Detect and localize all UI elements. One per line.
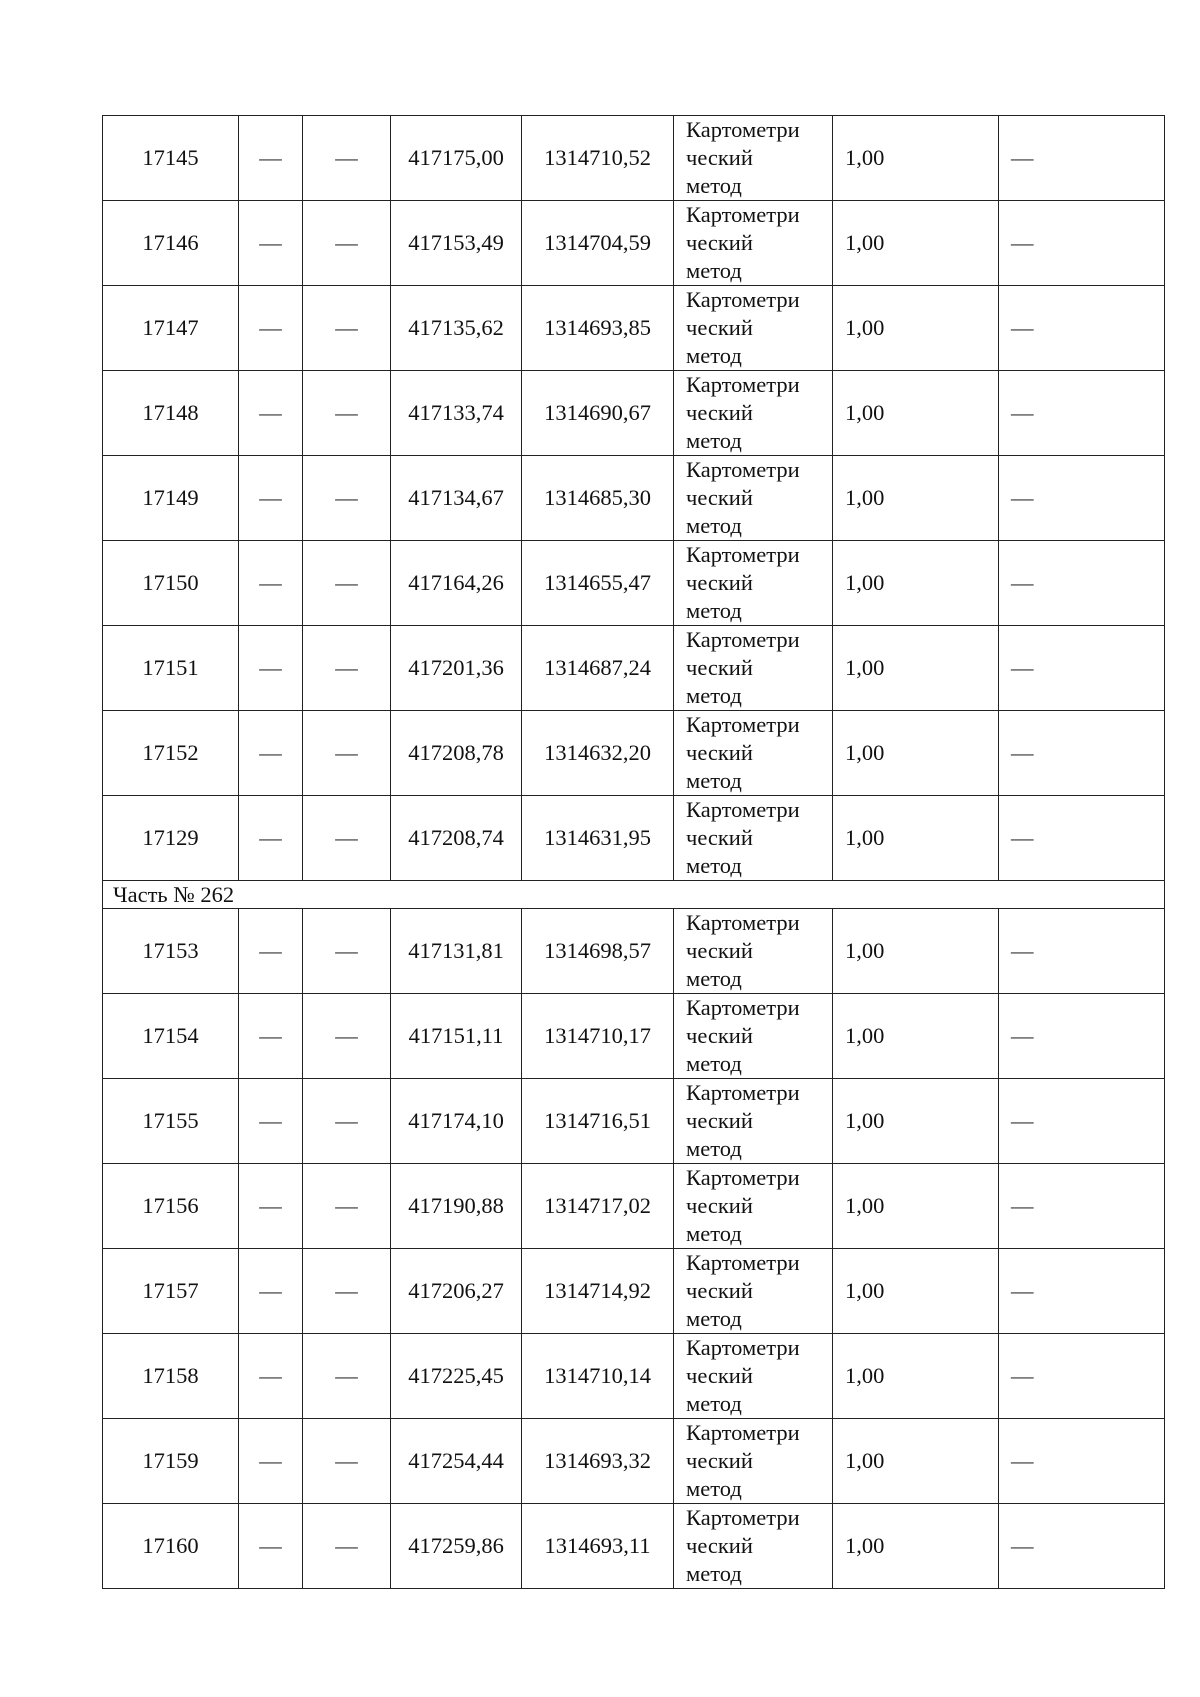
table-row [103,909,1165,994]
coord-x-cell: 417190,88 [391,1164,522,1249]
point-number-cell: 17146 [103,201,239,286]
coord-x-cell: 417175,00 [391,116,522,201]
coord-y-cell: 1314631,95 [522,796,674,881]
coord-y-cell: 1314717,02 [522,1164,674,1249]
coord-y-cell: 1314698,57 [522,909,674,994]
accuracy-cell: 1,00 [833,286,999,371]
method-cell [674,371,833,456]
dash-cell: — [999,626,1165,711]
dash-cell: — [999,1504,1165,1589]
table-row [103,371,1165,456]
method-line: метод [686,1476,742,1501]
coord-x-cell: 417131,81 [391,909,522,994]
coord-x-cell: 417164,26 [391,541,522,626]
table-row [103,116,1165,201]
point-number-cell: 17152 [103,711,239,796]
method-line: Картометри [686,1420,800,1445]
coord-y-cell: 1314693,32 [522,1419,674,1504]
accuracy-cell: 1,00 [833,1079,999,1164]
table-row [103,1419,1165,1504]
table-row [103,626,1165,711]
method-line: ческий [686,145,753,170]
method-line: метод [686,1561,742,1586]
dash-cell: — [999,201,1165,286]
method-cell [674,1164,833,1249]
method-line: ческий [686,1363,753,1388]
dash-cell: — [303,371,391,456]
accuracy-cell: 1,00 [833,909,999,994]
method-cell [674,286,833,371]
accuracy-cell: 1,00 [833,796,999,881]
coordinates-table [102,115,1165,1589]
dash-cell: — [999,711,1165,796]
accuracy-cell: 1,00 [833,711,999,796]
method-cell [674,456,833,541]
method-cell [674,1334,833,1419]
table-row [103,994,1165,1079]
dash-cell: — [303,286,391,371]
coord-x-cell: 417208,74 [391,796,522,881]
method-line: ческий [686,825,753,850]
method-line: метод [686,258,742,283]
dash-cell: — [239,541,303,626]
method-line: Картометри [686,202,800,227]
accuracy-cell: 1,00 [833,1164,999,1249]
method-cell [674,796,833,881]
method-line: Картометри [686,1165,800,1190]
dash-cell: — [239,1334,303,1419]
point-number-cell: 17155 [103,1079,239,1164]
method-line: метод [686,966,742,991]
accuracy-cell: 1,00 [833,116,999,201]
coord-x-cell: 417151,11 [391,994,522,1079]
dash-cell: — [303,456,391,541]
part-label: Часть № 262 [103,881,1165,909]
dash-cell: — [239,1079,303,1164]
table-row [103,1164,1165,1249]
coord-x-cell: 417201,36 [391,626,522,711]
dash-cell: — [999,1334,1165,1419]
accuracy-cell: 1,00 [833,626,999,711]
coordinates-table-body [103,116,1165,1589]
table-row [103,201,1165,286]
coord-y-cell: 1314716,51 [522,1079,674,1164]
method-line: Картометри [686,287,800,312]
dash-cell: — [999,1164,1165,1249]
method-line: Картометри [686,627,800,652]
method-line: метод [686,1391,742,1416]
coord-x-cell: 417206,27 [391,1249,522,1334]
coord-x-cell: 417254,44 [391,1419,522,1504]
method-line: метод [686,1221,742,1246]
method-line: метод [686,513,742,538]
point-number-cell: 17159 [103,1419,239,1504]
method-line: Картометри [686,1335,800,1360]
dash-cell: — [239,371,303,456]
point-number-cell: 17129 [103,796,239,881]
method-line: ческий [686,740,753,765]
table-row [103,1504,1165,1589]
dash-cell: — [999,1419,1165,1504]
coord-y-cell: 1314693,11 [522,1504,674,1589]
method-line: Картометри [686,117,800,142]
method-cell [674,201,833,286]
dash-cell: — [239,626,303,711]
method-line: Картометри [686,797,800,822]
table-row [103,1249,1165,1334]
accuracy-cell: 1,00 [833,1419,999,1504]
method-line: ческий [686,485,753,510]
dash-cell: — [239,116,303,201]
dash-cell: — [999,796,1165,881]
method-line: метод [686,683,742,708]
method-cell [674,909,833,994]
coord-y-cell: 1314714,92 [522,1249,674,1334]
coord-x-cell: 417208,78 [391,711,522,796]
point-number-cell: 17160 [103,1504,239,1589]
coord-y-cell: 1314710,14 [522,1334,674,1419]
coord-y-cell: 1314687,24 [522,626,674,711]
dash-cell: — [999,909,1165,994]
method-line: ческий [686,1193,753,1218]
dash-cell: — [303,626,391,711]
method-line: ческий [686,1023,753,1048]
method-cell [674,1504,833,1589]
table-row [103,541,1165,626]
point-number-cell: 17154 [103,994,239,1079]
point-number-cell: 17156 [103,1164,239,1249]
dash-cell: — [239,286,303,371]
point-number-cell: 17145 [103,116,239,201]
method-cell [674,1419,833,1504]
dash-cell: — [303,541,391,626]
accuracy-cell: 1,00 [833,1249,999,1334]
point-number-cell: 17153 [103,909,239,994]
dash-cell: — [303,909,391,994]
method-line: ческий [686,400,753,425]
point-number-cell: 17157 [103,1249,239,1334]
method-cell [674,994,833,1079]
method-line: ческий [686,230,753,255]
dash-cell: — [303,994,391,1079]
coord-x-cell: 417134,67 [391,456,522,541]
dash-cell: — [239,994,303,1079]
table-row [103,456,1165,541]
point-number-cell: 17151 [103,626,239,711]
dash-cell: — [999,456,1165,541]
method-line: метод [686,853,742,878]
coord-x-cell: 417133,74 [391,371,522,456]
accuracy-cell: 1,00 [833,371,999,456]
table-row [103,711,1165,796]
dash-cell: — [303,796,391,881]
dash-cell: — [303,711,391,796]
dash-cell: — [303,1079,391,1164]
accuracy-cell: 1,00 [833,1334,999,1419]
coord-x-cell: 417153,49 [391,201,522,286]
accuracy-cell: 1,00 [833,994,999,1079]
method-cell [674,1249,833,1334]
method-cell [674,116,833,201]
dash-cell: — [303,1164,391,1249]
method-line: ческий [686,1108,753,1133]
point-number-cell: 17147 [103,286,239,371]
dash-cell: — [239,711,303,796]
point-number-cell: 17149 [103,456,239,541]
dash-cell: — [239,1504,303,1589]
table-row [103,796,1165,881]
dash-cell: — [239,909,303,994]
point-number-cell: 17148 [103,371,239,456]
dash-cell: — [239,201,303,286]
dash-cell: — [999,1249,1165,1334]
method-line: ческий [686,1278,753,1303]
dash-cell: — [999,541,1165,626]
method-line: Картометри [686,712,800,737]
table-row [103,1334,1165,1419]
dash-cell: — [303,116,391,201]
method-line: Картометри [686,372,800,397]
method-line: ческий [686,1533,753,1558]
coord-y-cell: 1314655,47 [522,541,674,626]
method-line: Картометри [686,457,800,482]
coord-x-cell: 417135,62 [391,286,522,371]
method-line: метод [686,343,742,368]
method-line: метод [686,768,742,793]
method-line: Картометри [686,1250,800,1275]
dash-cell: — [239,1249,303,1334]
method-cell [674,626,833,711]
dash-cell: — [303,1249,391,1334]
method-line: ческий [686,570,753,595]
method-line: метод [686,598,742,623]
dash-cell: — [239,796,303,881]
method-cell [674,541,833,626]
accuracy-cell: 1,00 [833,541,999,626]
coord-x-cell: 417259,86 [391,1504,522,1589]
coord-y-cell: 1314693,85 [522,286,674,371]
method-line: метод [686,1306,742,1331]
method-cell [674,1079,833,1164]
method-line: ческий [686,1448,753,1473]
method-line: ческий [686,655,753,680]
method-line: ческий [686,938,753,963]
coord-y-cell: 1314690,67 [522,371,674,456]
table-row [103,1079,1165,1164]
coord-x-cell: 417174,10 [391,1079,522,1164]
accuracy-cell: 1,00 [833,1504,999,1589]
method-line: метод [686,428,742,453]
coord-y-cell: 1314685,30 [522,456,674,541]
coord-y-cell: 1314704,59 [522,201,674,286]
dash-cell: — [239,456,303,541]
dash-cell: — [999,994,1165,1079]
method-cell [674,711,833,796]
coord-y-cell: 1314710,52 [522,116,674,201]
method-line: Картометри [686,910,800,935]
coord-y-cell: 1314632,20 [522,711,674,796]
method-line: метод [686,1051,742,1076]
dash-cell: — [303,201,391,286]
table-row [103,286,1165,371]
dash-cell: — [999,1079,1165,1164]
method-line: Картометри [686,1505,800,1530]
dash-cell: — [303,1334,391,1419]
dash-cell: — [999,371,1165,456]
dash-cell: — [303,1419,391,1504]
dash-cell: — [239,1164,303,1249]
coord-x-cell: 417225,45 [391,1334,522,1419]
method-line: метод [686,1136,742,1161]
accuracy-cell: 1,00 [833,201,999,286]
point-number-cell: 17150 [103,541,239,626]
method-line: метод [686,173,742,198]
method-line: Картометри [686,542,800,567]
accuracy-cell: 1,00 [833,456,999,541]
method-line: ческий [686,315,753,340]
point-number-cell: 17158 [103,1334,239,1419]
coord-y-cell: 1314710,17 [522,994,674,1079]
method-line: Картометри [686,1080,800,1105]
dash-cell: — [239,1419,303,1504]
method-line: Картометри [686,995,800,1020]
dash-cell: — [999,286,1165,371]
dash-cell: — [999,116,1165,201]
dash-cell: — [303,1504,391,1589]
part-header-row [103,881,1165,909]
